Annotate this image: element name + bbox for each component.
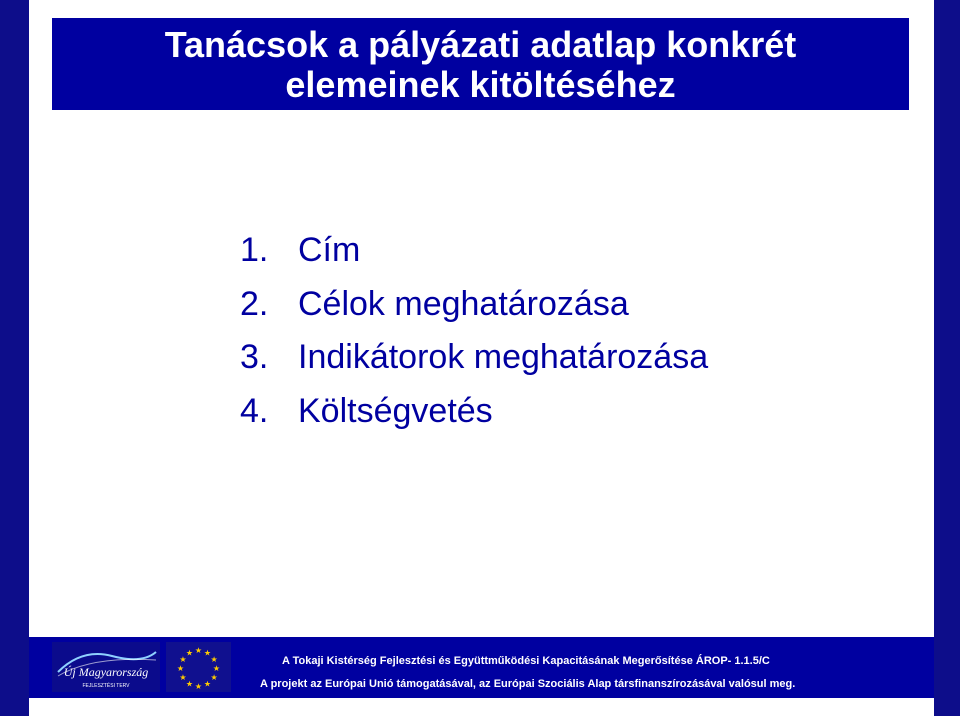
list-item <box>240 278 708 332</box>
svg-text:★: ★ <box>194 682 203 691</box>
svg-text:★: ★ <box>210 673 218 682</box>
slide-title-line-2: elemeinek kitöltéséhez <box>285 64 676 105</box>
eu-flag-logo <box>166 642 231 692</box>
svg-text:★: ★ <box>194 646 203 655</box>
list-item <box>240 331 708 385</box>
logo-sub-text: FEJLESZTÉSI TERV <box>82 683 130 689</box>
uj-magyarorszag-logo <box>52 642 160 692</box>
agenda-list <box>240 224 708 438</box>
footer-funding-line: A projekt az Európai Unió támogatásával, az Európai Szociális Alap társfinanszírozásával valósul meg. <box>260 678 796 690</box>
svg-text:★: ★ <box>179 673 187 682</box>
left-side-bar <box>0 0 29 716</box>
svg-text:★: ★ <box>212 664 221 673</box>
right-side-bar <box>934 0 960 716</box>
footer-project-line: A Tokaji Kistérség Fejlesztési és Együttműködési Kapacitásának Megerősítése ÁROP- 1.1.5/C <box>282 655 770 667</box>
svg-text:★: ★ <box>185 648 194 658</box>
slide-title <box>52 18 909 110</box>
list-item-number: 3. <box>240 338 269 376</box>
list-item <box>240 224 708 278</box>
svg-text:★: ★ <box>185 679 194 689</box>
list-item-text: Cím <box>298 231 361 269</box>
svg-text:★: ★ <box>203 648 212 658</box>
list-item-text: Célok meghatározása <box>298 284 629 323</box>
svg-text:★: ★ <box>179 655 187 664</box>
list-item-number: 2. <box>240 284 269 323</box>
slide-title-line-1: Tanácsok a pályázati adatlap konkrét <box>164 24 797 65</box>
list-item-text: Költségvetés <box>298 391 493 430</box>
svg-text:★: ★ <box>176 664 185 673</box>
svg-text:★: ★ <box>210 655 218 664</box>
list-item-number: 4. <box>240 391 269 430</box>
list-item-text: Indikátorok meghatározása <box>298 338 709 376</box>
svg-text:★: ★ <box>203 679 212 689</box>
list-item-number: 1. <box>240 231 269 269</box>
list-item <box>240 385 708 439</box>
logo-brand-text: Új Magyarország <box>63 665 149 679</box>
eu-stars-icon <box>166 642 231 692</box>
